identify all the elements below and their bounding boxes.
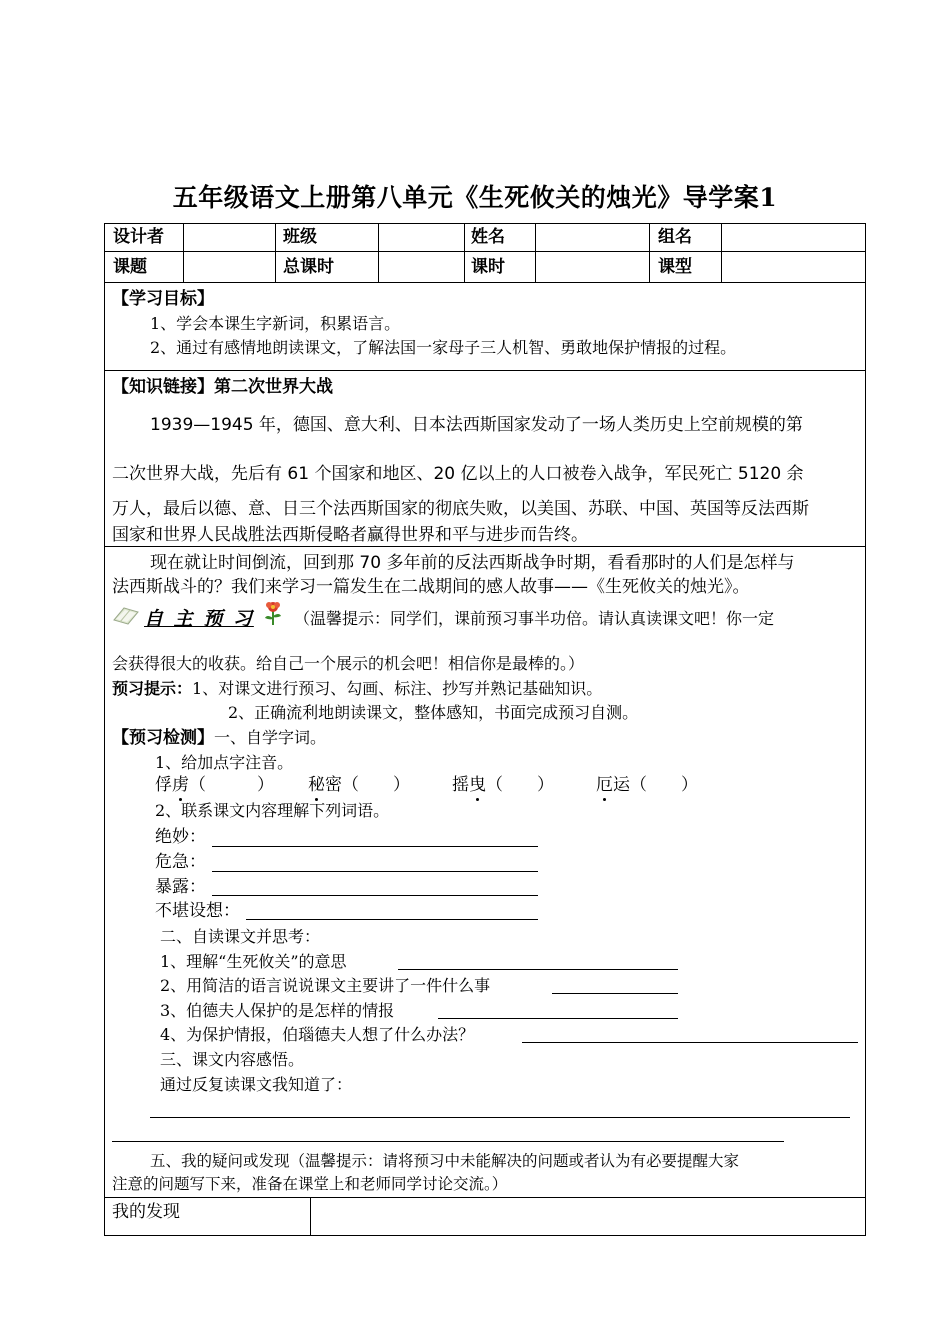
discovery-input[interactable] bbox=[312, 1199, 864, 1234]
answer-line[interactable] bbox=[398, 969, 678, 970]
preview-tip: 会获得很大的收获。给自己一个展示的机会吧！相信你是最棒的。） bbox=[112, 654, 585, 673]
think-item: 2、用简洁的语言说说课文主要讲了一件什么事 bbox=[160, 976, 491, 995]
preview-hint-label: 预习提示： bbox=[112, 679, 193, 698]
label-period: 课时 bbox=[471, 257, 505, 277]
check-q2: 2、联系课文内容理解下列词语。 bbox=[155, 801, 390, 820]
table-border-bottom bbox=[104, 1235, 866, 1236]
label-total-periods: 总课时 bbox=[283, 257, 334, 277]
intro-line: 现在就让时间倒流，回到那 70 多年前的反法西斯战争时期，看看那时的人们是怎样与 bbox=[150, 553, 795, 573]
word-label: 暴露： bbox=[155, 877, 206, 897]
answer-line[interactable] bbox=[246, 919, 538, 920]
flower-icon bbox=[262, 600, 284, 626]
book-icon bbox=[112, 602, 140, 626]
label-group: 组名 bbox=[658, 227, 692, 247]
check-feel: 通过反复读课文我知道了： bbox=[160, 1075, 353, 1094]
answer-line[interactable] bbox=[112, 1141, 784, 1142]
pinyin-item: 秘密（ ） bbox=[308, 775, 410, 795]
discovery-top bbox=[104, 1197, 866, 1198]
discovery-label: 我的发现 bbox=[112, 1202, 180, 1222]
knowledge-bottom bbox=[104, 546, 866, 547]
table-border-left bbox=[104, 223, 105, 1236]
check-q1: 1、给加点字注音。 bbox=[155, 753, 294, 772]
label-name: 姓名 bbox=[471, 227, 505, 247]
table-border-right bbox=[865, 223, 866, 1236]
preview-hint bbox=[112, 678, 602, 700]
preview-hint-item: 1、对课文进行预习、勾画、标注、抄写并熟记基础知识。 bbox=[192, 679, 603, 698]
label-topic: 课题 bbox=[113, 257, 147, 277]
header-row-divider bbox=[104, 251, 866, 252]
answer-line[interactable] bbox=[150, 1117, 850, 1118]
knowledge-line: 二次世界大战，先后有 61 个国家和地区、20 亿以上的人口被卷入战争，军民死亡 5120 余 bbox=[112, 464, 804, 484]
intro-line: 法西斯战斗的？我们来学习一篇发生在二战期间的感人故事——《生死攸关的烛光》。 bbox=[112, 577, 750, 597]
answer-line[interactable] bbox=[212, 871, 538, 872]
goals-bottom bbox=[104, 370, 866, 371]
check-heading: 【预习检测】 bbox=[112, 728, 214, 748]
pinyin-item: 摇曳（ ） bbox=[452, 775, 554, 795]
goal-item: 2、通过有感情地朗读课文，了解法国一家母子三人机智、勇敢地保护情报的过程。 bbox=[150, 338, 737, 357]
page-title: 五年级语文上册第八单元《生死攸关的烛光》导学案1 bbox=[172, 183, 778, 212]
part5-line: 注意的问题写下来，准备在课堂上和老师同学讨论交流。） bbox=[112, 1175, 508, 1193]
check-part1-text: 一、自学字词。 bbox=[214, 728, 327, 747]
discovery-divider bbox=[310, 1197, 311, 1236]
knowledge-line: 1939—1945 年，德国、意大利、日本法西斯国家发动了一场人类历史上空前规模的第 bbox=[150, 415, 803, 435]
think-item: 4、为保护情报，伯瑙德夫人想了什么办法？ bbox=[160, 1025, 475, 1044]
pinyin-item: 俘虏（ ） bbox=[155, 775, 274, 795]
preview-label: 自 主 预 习 bbox=[144, 608, 254, 630]
check-part3: 三、课文内容感悟。 bbox=[160, 1050, 305, 1069]
goals-heading: 【学习目标】 bbox=[112, 289, 214, 309]
goal-item: 1、学会本课生字新词，积累语言。 bbox=[150, 314, 401, 333]
think-item: 3、伯德夫人保护的是怎样的情报 bbox=[160, 1001, 395, 1020]
header-bottom bbox=[104, 282, 866, 283]
label-class: 班级 bbox=[283, 227, 317, 247]
answer-line[interactable] bbox=[212, 895, 538, 896]
answer-line[interactable] bbox=[438, 1018, 678, 1019]
label-designer: 设计者 bbox=[113, 227, 164, 247]
check-part1 bbox=[112, 727, 326, 749]
part5-line: 五、我的疑问或发现（温馨提示：请将预习中未能解决的问题或者认为有必要提醒大家 bbox=[150, 1152, 740, 1170]
answer-line[interactable] bbox=[552, 993, 678, 994]
pinyin-item: 厄运（ ） bbox=[596, 775, 698, 795]
answer-line[interactable] bbox=[522, 1042, 858, 1043]
knowledge-heading: 【知识链接】第二次世界大战 bbox=[112, 377, 333, 397]
answer-line[interactable] bbox=[212, 846, 538, 847]
think-item: 1、理解“生死攸关”的意思 bbox=[160, 952, 347, 971]
knowledge-line: 国家和世界人民战胜法西斯侵略者赢得世界和平与进步而告终。 bbox=[112, 525, 588, 545]
word-label: 不堪设想： bbox=[155, 901, 240, 921]
word-label: 危急： bbox=[155, 852, 206, 872]
preview-tip: （温馨提示：同学们，课前预习事半功倍。请认真读课文吧！你一定 bbox=[294, 609, 775, 628]
word-label: 绝妙： bbox=[155, 827, 206, 847]
preview-hint-item: 2、正确流利地朗读课文，整体感知，书面完成预习自测。 bbox=[228, 703, 639, 722]
label-lesson-type: 课型 bbox=[658, 257, 692, 277]
check-part2: 二、自读课文并思考： bbox=[160, 927, 321, 946]
knowledge-line: 万人，最后以德、意、日三个法西斯国家的彻底失败，以美国、苏联、中国、英国等反法西斯 bbox=[112, 499, 809, 519]
